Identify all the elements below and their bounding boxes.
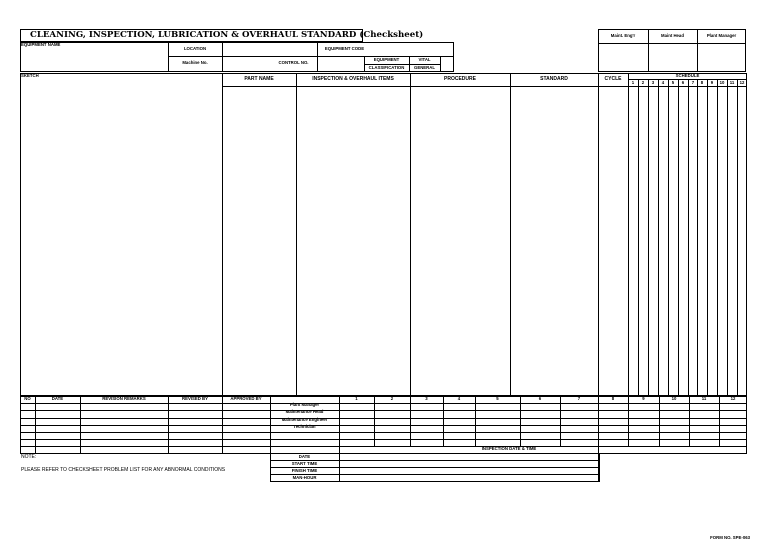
time-log-row-line bbox=[270, 474, 600, 475]
inspection-number-12: 12 bbox=[730, 396, 736, 401]
month-divider bbox=[707, 79, 708, 396]
approval-plant-manager: Plant Manager bbox=[706, 33, 737, 38]
inspection-number-2: 2 bbox=[390, 396, 394, 401]
form-number: FORM NO. SPE-063 bbox=[710, 535, 750, 540]
note-label: NOTE: bbox=[21, 454, 37, 460]
month-10-header: 10 bbox=[719, 79, 725, 85]
revision-row-line bbox=[20, 425, 747, 426]
control-no-label: CONTROL NO. bbox=[278, 60, 309, 65]
general-label: GENERAL bbox=[413, 65, 435, 70]
rev-revised-by-header: REVISED BY bbox=[181, 396, 209, 401]
vital-label: VITAL bbox=[418, 57, 431, 62]
time-row-man-hour: MAN-HOUR bbox=[292, 475, 317, 480]
time-log-row-line bbox=[270, 467, 600, 468]
inspection-number-1: 1 bbox=[355, 396, 358, 401]
month-divider bbox=[648, 79, 649, 396]
month-8-header: 8 bbox=[700, 79, 704, 85]
month-7-header: 7 bbox=[691, 79, 695, 85]
signoff-maintenance-head: Maintenance Head bbox=[285, 409, 324, 414]
month-11-header: 11 bbox=[729, 79, 735, 85]
location-label: LOCATION bbox=[183, 46, 207, 51]
month-divider bbox=[638, 79, 639, 396]
month-12-header: 12 bbox=[739, 79, 745, 85]
month-2-header: 2 bbox=[641, 79, 645, 85]
col-inspection-items: INSPECTION & OVERHAUL ITEMS bbox=[312, 76, 394, 82]
revision-row-line bbox=[20, 439, 747, 440]
time-row-finish-time: FINISH TIME bbox=[291, 468, 318, 473]
inspection-number-3: 3 bbox=[425, 396, 428, 401]
month-4-header: 4 bbox=[661, 79, 665, 85]
month-9-header: 9 bbox=[710, 79, 714, 85]
col-part-name: PART NAME bbox=[244, 76, 274, 82]
month-divider bbox=[678, 79, 679, 396]
month-1-header: 1 bbox=[631, 79, 635, 85]
time-row-date: DATE bbox=[298, 454, 311, 459]
approval-maint-engr: Maint. Eng'r bbox=[610, 33, 636, 38]
month-divider bbox=[688, 79, 689, 396]
note-text: PLEASE REFER TO CHECKSHEET PROBLEM LIST FOR ANY ABNORMAL CONDITIONS bbox=[21, 467, 226, 473]
signoff-plant-manager: Plant Manager bbox=[289, 402, 320, 407]
month-5-header: 5 bbox=[671, 79, 675, 85]
sketch-label: SKETCH bbox=[21, 73, 39, 78]
rev-approved-by-header: APPROVED BY bbox=[230, 396, 262, 401]
revision-row-line bbox=[20, 410, 747, 411]
month-divider bbox=[658, 79, 659, 396]
col-cycle: CYCLE bbox=[604, 76, 622, 82]
time-log-row-line bbox=[270, 460, 600, 461]
rev-remarks-header: REVISION REMARKS bbox=[102, 396, 146, 401]
month-6-header: 6 bbox=[681, 79, 685, 85]
inspection-number-6: 6 bbox=[538, 396, 542, 401]
month-divider bbox=[737, 79, 738, 396]
month-3-header: 3 bbox=[651, 79, 655, 85]
rev-no-header: NO bbox=[24, 396, 31, 401]
col-procedure: PROCEDURE bbox=[444, 76, 476, 82]
revision-row-line bbox=[20, 432, 747, 433]
signoff-technician: Technician bbox=[293, 424, 316, 429]
month-divider bbox=[717, 79, 718, 396]
machine-no-label: Machine No. bbox=[182, 60, 208, 65]
month-divider bbox=[668, 79, 669, 396]
revision-row-line bbox=[20, 403, 747, 404]
rev-date-header: DATE bbox=[51, 396, 64, 401]
col-standard: STANDARD bbox=[540, 76, 568, 82]
inspection-number-9: 9 bbox=[642, 396, 645, 401]
month-divider bbox=[727, 79, 728, 396]
inspection-number-5: 5 bbox=[496, 396, 499, 401]
inspection-datetime-label: INSPECTION DATE & TIME bbox=[481, 446, 537, 451]
equipment-name-label: EQUIPMENT NAME bbox=[21, 42, 61, 47]
inspection-number-4: 4 bbox=[457, 396, 461, 401]
signoff-maintenance-engineer: Maintenance Engineer bbox=[281, 417, 328, 422]
inspection-number-10: 10 bbox=[671, 396, 677, 401]
inspection-number-11: 11 bbox=[701, 396, 707, 401]
inspection-number-8: 8 bbox=[611, 396, 615, 401]
col-schedule: SCHEDULE bbox=[675, 73, 700, 78]
inspection-number-7: 7 bbox=[577, 396, 581, 401]
time-row-start-time: START TIME bbox=[291, 461, 318, 466]
form-title: CLEANING, INSPECTION, LUBRICATION & OVERHAUL STANDARD (Checksheet) bbox=[30, 30, 424, 40]
approval-maint-head: Maint Head bbox=[661, 33, 684, 38]
revision-row-line bbox=[20, 418, 747, 419]
month-header-underline bbox=[628, 86, 747, 87]
equipment-label: EQUIPMENT bbox=[373, 57, 400, 62]
month-divider bbox=[697, 79, 698, 396]
classification-label: CLASSIFICATION bbox=[368, 65, 405, 70]
equipment-code-label: EQUIPMENT CODE bbox=[324, 46, 365, 51]
